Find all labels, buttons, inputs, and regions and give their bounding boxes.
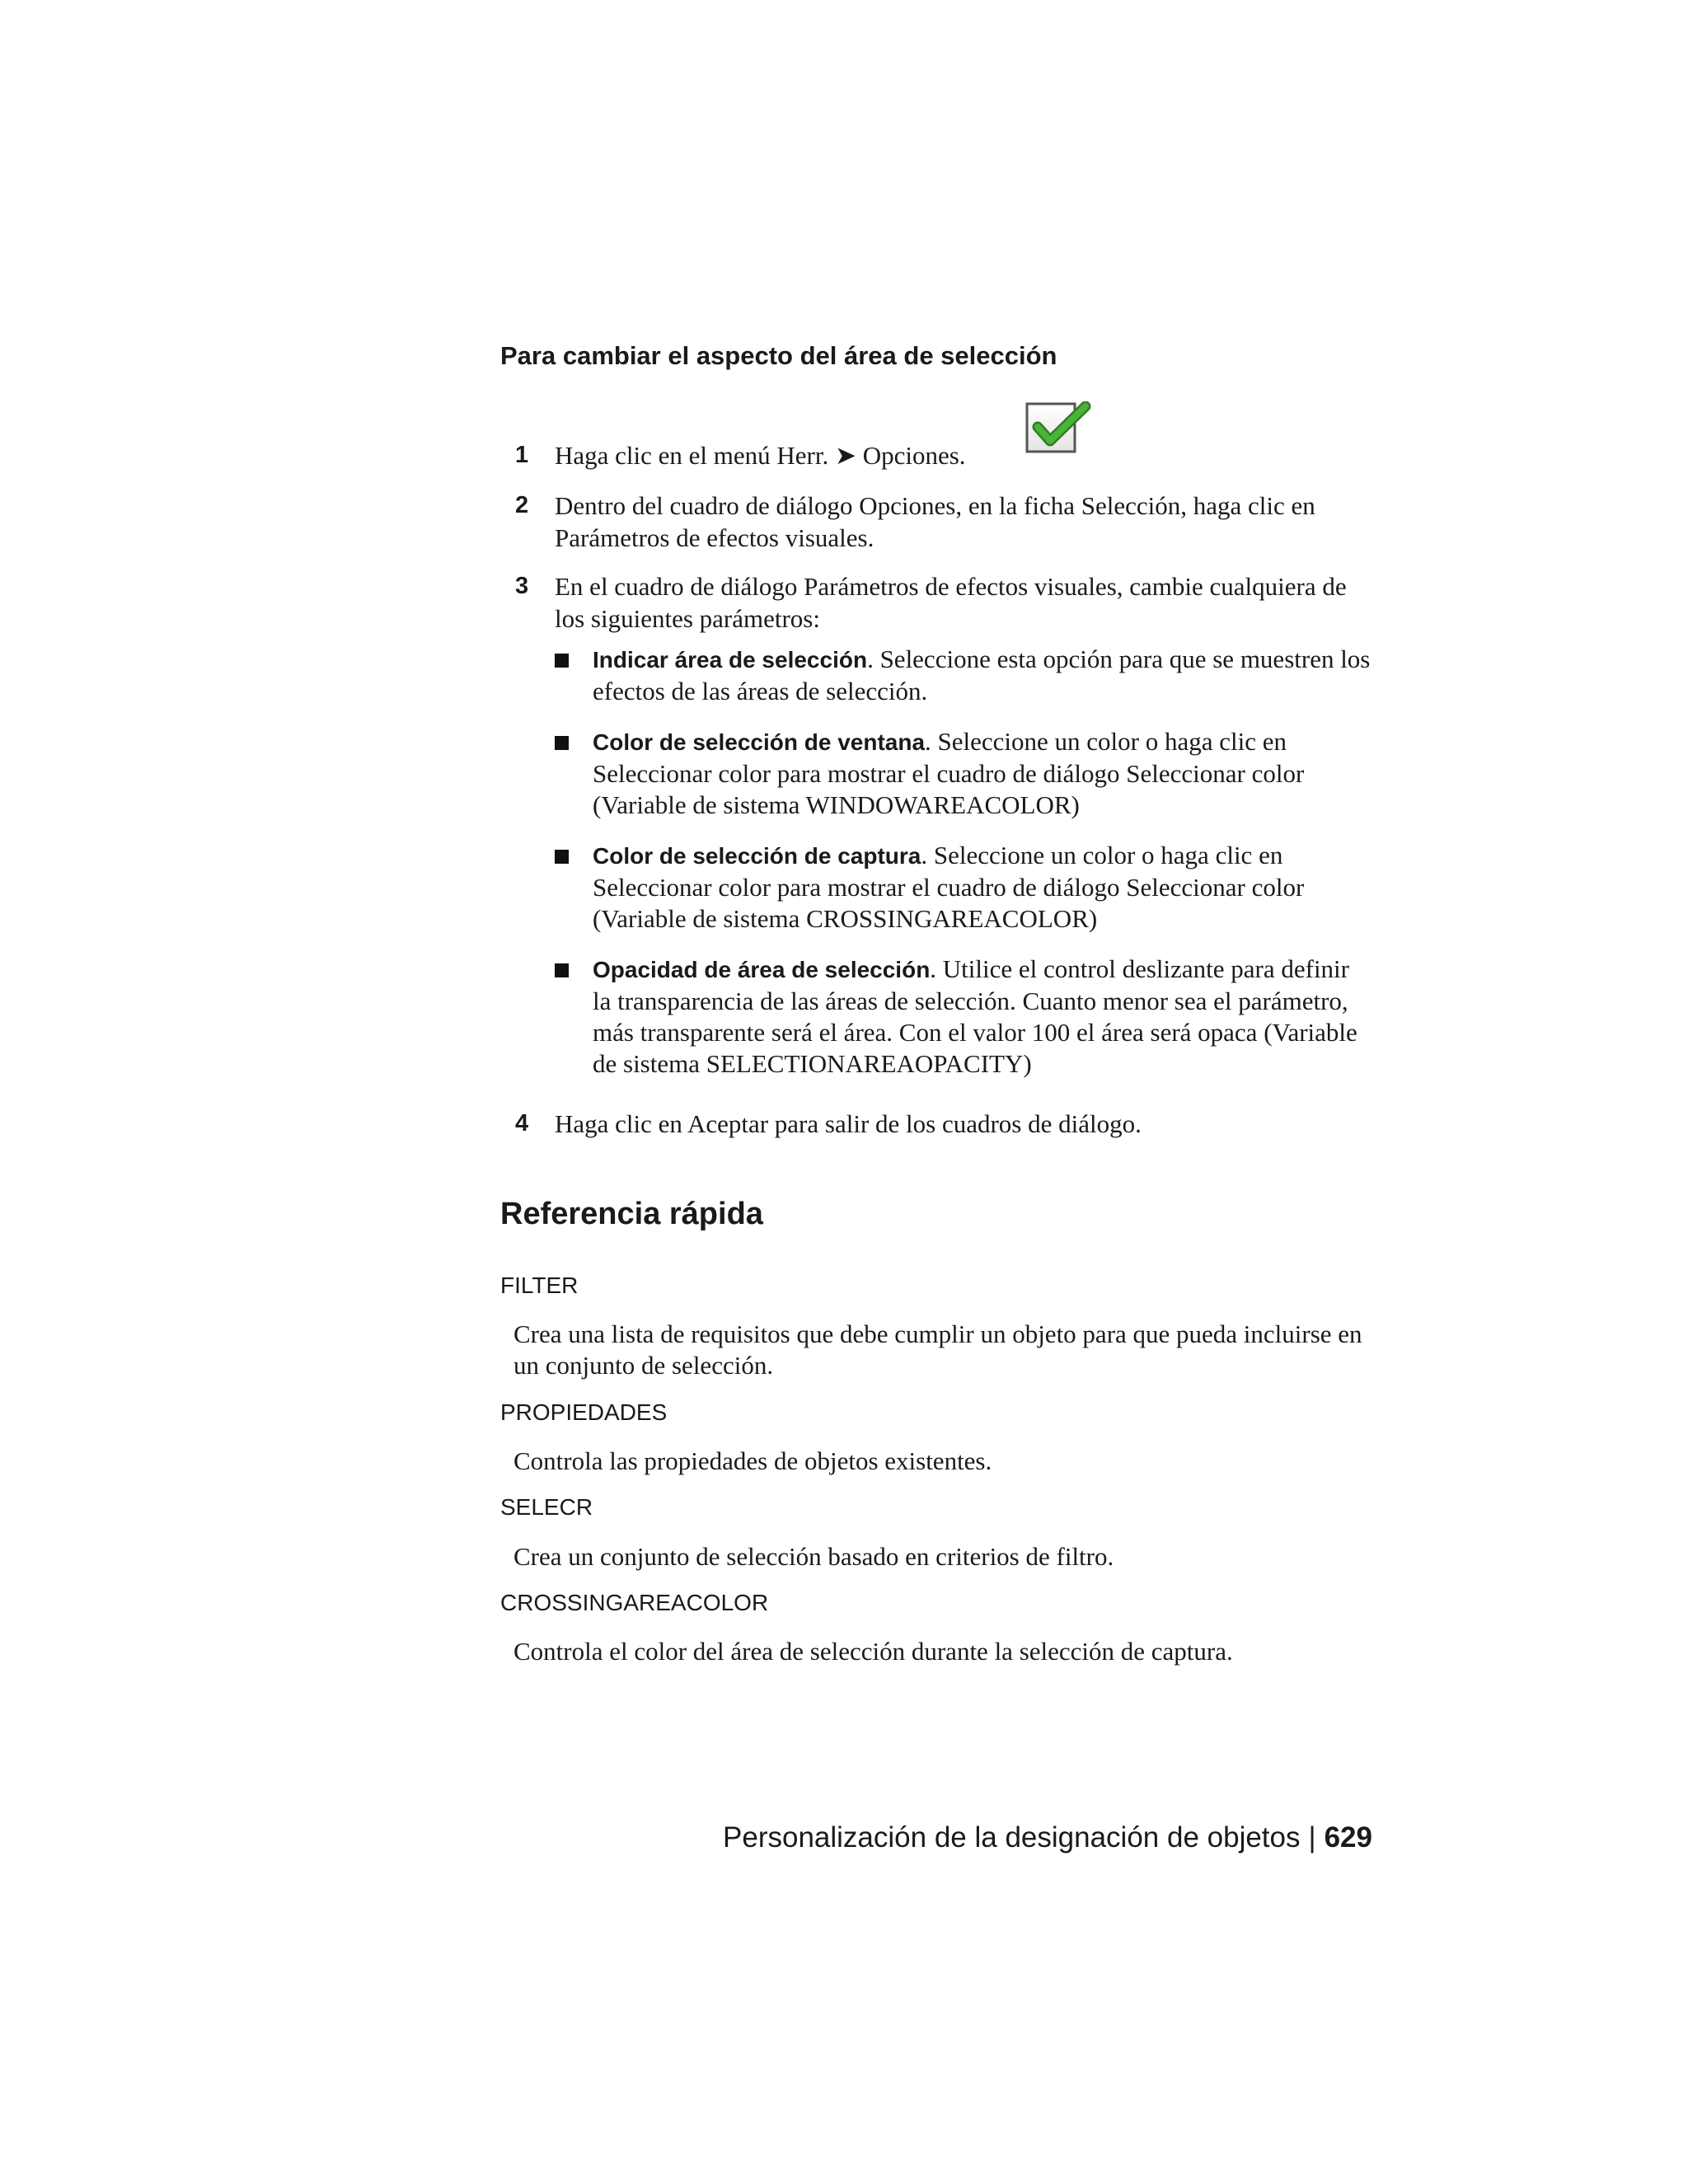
- option-description: . Utilice el control deslizante para definir la transparencia de las áreas de selección. Cuanto menor sea el parámetro, más transparente será el área. Con el valor 100 el área será opaca (Variable de sistema SELECTIONAREAOPACITY): [593, 954, 1357, 1078]
- step-number: 1: [515, 442, 529, 468]
- command-name: PROPIEDADES: [500, 1399, 668, 1425]
- step-text: En el cuadro de diálogo Parámetros de efectos visuales, cambie cualquiera de los siguientes parámetros:: [555, 572, 1347, 633]
- command-description: Controla las propiedades de objetos existentes.: [513, 1446, 992, 1475]
- option-description: . Seleccione un color o haga clic en Seleccionar color para mostrar el cuadro de diálogo Seleccionar color (Variable de sistema CROSSINGAREACOLOR): [593, 841, 1305, 933]
- option-item: [555, 726, 1372, 821]
- step-number: 2: [515, 492, 529, 518]
- page-footer: [723, 1821, 1372, 1854]
- footer-separator: |: [1308, 1821, 1316, 1854]
- step-2: [515, 490, 1372, 554]
- command-description: Crea una lista de requisitos que debe cumplir un objeto para que pueda incluirse en un conjunto de selección.: [513, 1319, 1362, 1380]
- option-description: . Seleccione esta opción para que se muestren los efectos de las áreas de selección.: [593, 644, 1371, 705]
- options-checkmark-icon: [1025, 401, 1092, 457]
- command-name: CROSSINGAREACOLOR: [500, 1590, 769, 1615]
- step-text: Haga clic en Aceptar para salir de los cuadros de diálogo.: [555, 1109, 1142, 1138]
- command-name: SELECR: [500, 1494, 593, 1520]
- step-text: Dentro del cuadro de diálogo Opciones, en la ficha Selección, haga clic en Parámetros de efectos visuales.: [555, 491, 1315, 552]
- option-term: Color de selección de captura: [593, 843, 921, 869]
- step-text: Haga clic en el menú Herr. ➤ Opciones.: [555, 441, 966, 470]
- page-number: 629: [1324, 1821, 1372, 1854]
- command-name: FILTER: [500, 1272, 579, 1298]
- option-term: Opacidad de área de selección: [593, 957, 931, 982]
- section-title: Referencia rápida: [500, 1197, 763, 1231]
- bullet-square-icon: [555, 654, 569, 668]
- option-description: . Seleccione un color o haga clic en Seleccionar color para mostrar el cuadro de diálogo Seleccionar color (Variable de sistema WINDOWAREACOLOR): [593, 727, 1305, 819]
- step-3: [515, 570, 1372, 635]
- command-description: Crea un conjunto de selección basado en criterios de filtro.: [513, 1542, 1114, 1571]
- option-item: [555, 954, 1372, 1080]
- step-number: 3: [515, 573, 529, 599]
- option-item: [555, 644, 1372, 707]
- procedure-title: Para cambiar el aspecto del área de selección: [500, 341, 1057, 370]
- bullet-square-icon: [555, 736, 569, 750]
- command-description: Controla el color del área de selección durante la selección de captura.: [513, 1637, 1233, 1666]
- bullet-square-icon: [555, 963, 569, 977]
- option-item: [555, 840, 1372, 935]
- step-1: [515, 439, 1372, 471]
- step-number: 4: [515, 1110, 529, 1137]
- bullet-square-icon: [555, 850, 569, 864]
- option-term: Color de selección de ventana: [593, 729, 926, 755]
- chapter-title: Personalización de la designación de objetos: [723, 1821, 1301, 1854]
- step-4: [515, 1108, 1372, 1140]
- option-term: Indicar área de selección: [593, 647, 868, 673]
